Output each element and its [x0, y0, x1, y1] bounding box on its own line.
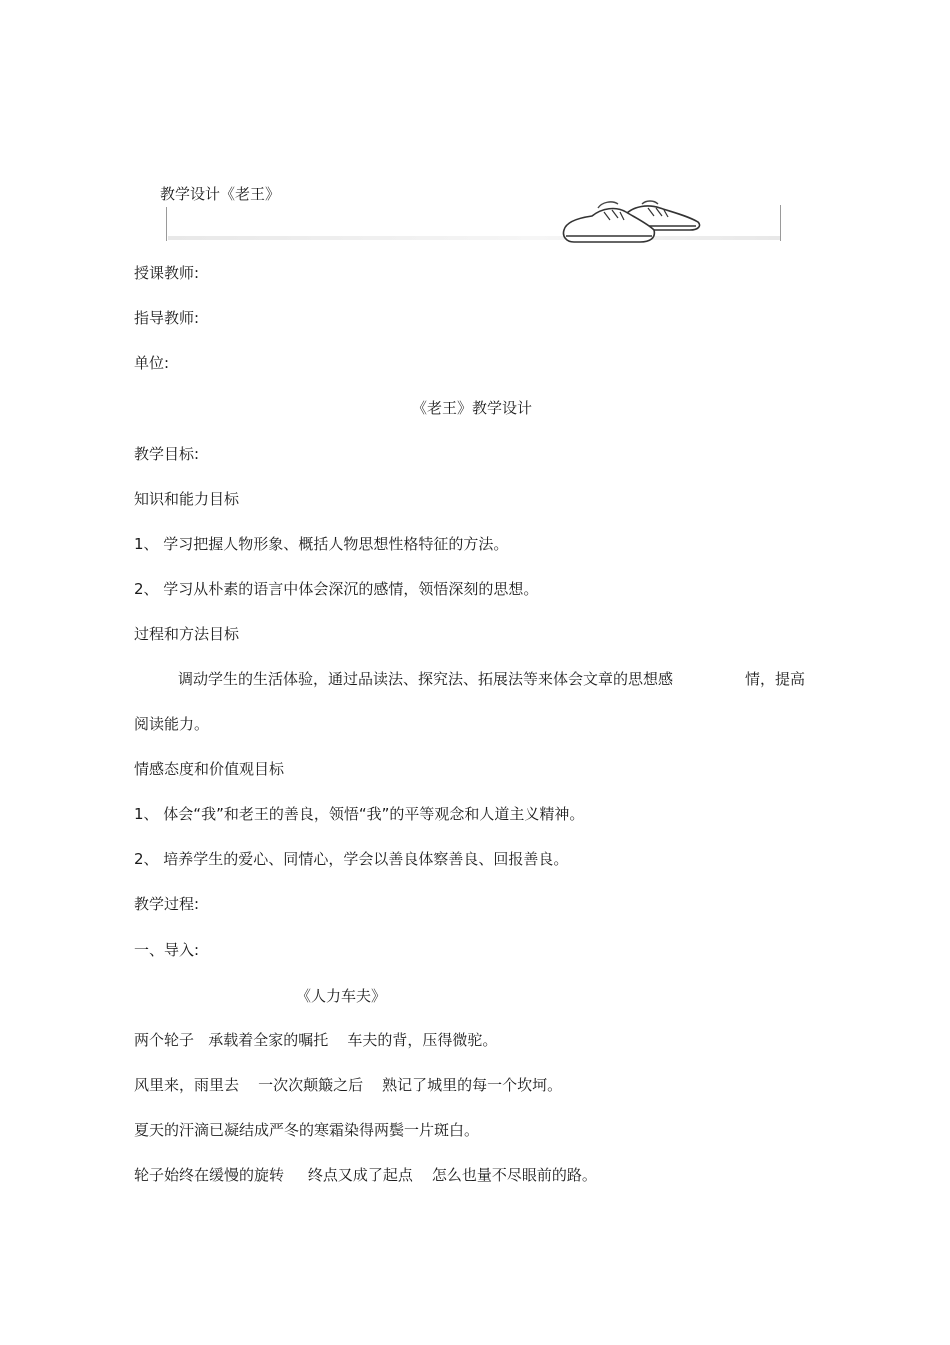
knowledge-item-2: 2、 学习从朴素的语言中体会深沉的感情，领悟深刻的思想。: [134, 580, 539, 598]
banner-left-rule: [166, 207, 167, 241]
poem-line-1: 两个轮子 承载着全家的嘱托 车夫的背，压得微驼。: [134, 1031, 498, 1049]
teaching-process-heading: 教学过程:: [134, 895, 200, 913]
objectives-heading: 教学目标:: [134, 445, 200, 463]
document-title: 《老王》教学设计: [412, 399, 533, 417]
process-paragraph-part1: 调动学生的生活体验，通过品读法、探究法、拓展法等来体会文章的思想感: [178, 670, 674, 688]
shoes-illustration: [556, 200, 704, 246]
intro-heading: 一、导入:: [134, 941, 200, 959]
emotion-heading: 情感态度和价值观目标: [134, 760, 285, 778]
banner-right-rule: [780, 205, 781, 241]
knowledge-item-1: 1、 学习把握人物形象、概括人物思想性格特征的方法。: [134, 535, 509, 553]
poem-line-4: 轮子始终在缓慢的旋转 终点又成了起点 怎么也量不尽眼前的路。: [134, 1166, 597, 1184]
poem-title: 《人力车夫》: [296, 987, 387, 1005]
advisor-label: 指导教师:: [134, 309, 200, 327]
unit-label: 单位:: [134, 354, 170, 372]
emotion-item-1: 1、 体会“我”和老王的善良，领悟“我”的平等观念和人道主义精神。: [134, 805, 585, 823]
process-paragraph-line2: 阅读能力。: [134, 715, 210, 733]
emotion-item-2: 2、 培养学生的爱心、同情心，学会以善良体察善良、回报善良。: [134, 850, 569, 868]
poem-line-3: 夏天的汗滴已凝结成严冬的寒霜染得两鬓一片斑白。: [134, 1121, 480, 1139]
process-paragraph-part2: 情，提高: [745, 670, 806, 688]
banner-title: 教学设计《老王》: [160, 185, 281, 203]
poem-line-2: 风里来，雨里去 一次次颠簸之后 熟记了城里的每一个坎坷。: [134, 1076, 563, 1094]
knowledge-heading: 知识和能力目标: [134, 490, 240, 508]
process-heading: 过程和方法目标: [134, 625, 240, 643]
teacher-label: 授课教师:: [134, 264, 200, 282]
